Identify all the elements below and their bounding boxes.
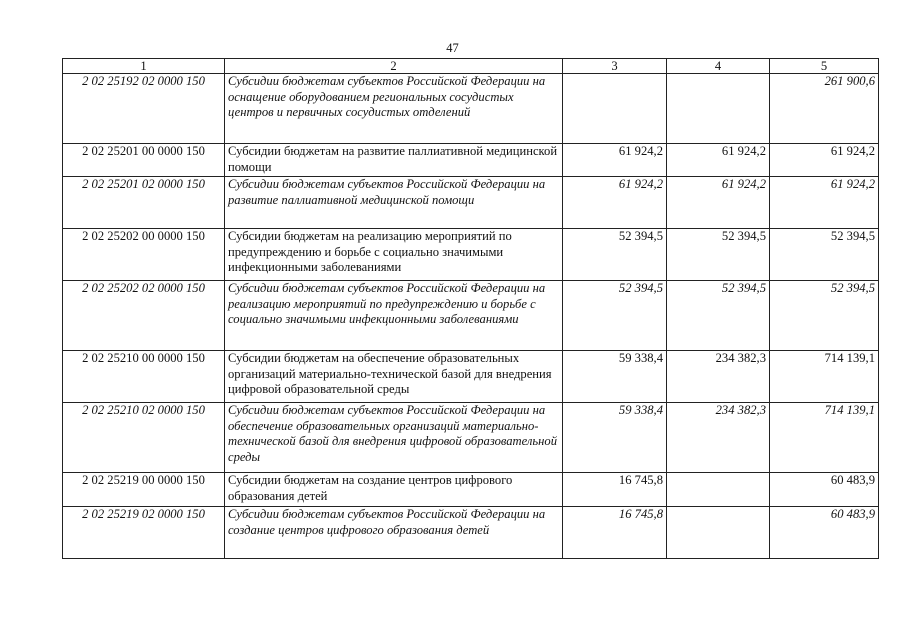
row-description: Субсидии бюджетам субъектов Российской Федерации на обеспечение образовательных организаций материально-технической базой для внедрения цифровой образовательной среды bbox=[225, 403, 563, 473]
row-value-col5: 714 139,1 bbox=[770, 351, 879, 403]
row-description: Субсидии бюджетам субъектов Российской Федерации на реализацию мероприятий по предупреждению и борьбе с социально значимыми инфекционными заболеваниями bbox=[225, 281, 563, 351]
row-value-col5: 52 394,5 bbox=[770, 229, 879, 281]
column-header-4: 4 bbox=[667, 59, 770, 74]
row-code: 2 02 25192 02 0000 150 bbox=[63, 74, 225, 144]
row-code: 2 02 25219 02 0000 150 bbox=[63, 507, 225, 559]
row-value-col4 bbox=[667, 74, 770, 144]
table-row bbox=[63, 281, 879, 351]
row-code: 2 02 25210 02 0000 150 bbox=[63, 403, 225, 473]
row-value-col5: 60 483,9 bbox=[770, 507, 879, 559]
row-value-col5: 61 924,2 bbox=[770, 144, 879, 177]
row-description: Субсидии бюджетам субъектов Российской Федерации на оснащение оборудованием региональных сосудистых центров и первичных сосудистых отделений bbox=[225, 74, 563, 144]
table-row bbox=[63, 144, 879, 177]
row-description: Субсидии бюджетам субъектов Российской Федерации на развитие паллиативной медицинской помощи bbox=[225, 177, 563, 229]
budget-table bbox=[62, 58, 879, 559]
row-value-col3: 16 745,8 bbox=[563, 473, 667, 507]
table-row bbox=[63, 351, 879, 403]
row-value-col4: 52 394,5 bbox=[667, 229, 770, 281]
row-value-col3: 59 338,4 bbox=[563, 351, 667, 403]
column-header-3: 3 bbox=[563, 59, 667, 74]
table-row bbox=[63, 403, 879, 473]
row-description: Субсидии бюджетам на развитие паллиативной медицинской помощи bbox=[225, 144, 563, 177]
row-value-col3: 52 394,5 bbox=[563, 281, 667, 351]
table-row bbox=[63, 74, 879, 144]
row-value-col5: 261 900,6 bbox=[770, 74, 879, 144]
row-code: 2 02 25219 00 0000 150 bbox=[63, 473, 225, 507]
row-value-col4: 234 382,3 bbox=[667, 351, 770, 403]
header-row bbox=[63, 59, 879, 74]
row-description: Субсидии бюджетам на обеспечение образовательных организаций материально-технической базой для внедрения цифровой образовательной среды bbox=[225, 351, 563, 403]
row-value-col3 bbox=[563, 74, 667, 144]
row-value-col3: 61 924,2 bbox=[563, 144, 667, 177]
column-header-1: 1 bbox=[63, 59, 225, 74]
row-value-col4: 61 924,2 bbox=[667, 144, 770, 177]
row-code: 2 02 25202 02 0000 150 bbox=[63, 281, 225, 351]
row-value-col4 bbox=[667, 473, 770, 507]
row-code: 2 02 25202 00 0000 150 bbox=[63, 229, 225, 281]
row-value-col3: 16 745,8 bbox=[563, 507, 667, 559]
row-value-col4: 52 394,5 bbox=[667, 281, 770, 351]
row-value-col3: 52 394,5 bbox=[563, 229, 667, 281]
row-value-col5: 60 483,9 bbox=[770, 473, 879, 507]
row-value-col4: 61 924,2 bbox=[667, 177, 770, 229]
table-body bbox=[63, 74, 879, 559]
column-header-5: 5 bbox=[770, 59, 879, 74]
row-value-col5: 61 924,2 bbox=[770, 177, 879, 229]
table-row bbox=[63, 473, 879, 507]
row-value-col5: 52 394,5 bbox=[770, 281, 879, 351]
row-description: Субсидии бюджетам на создание центров цифрового образования детей bbox=[225, 473, 563, 507]
table-header bbox=[63, 59, 879, 74]
row-code: 2 02 25201 02 0000 150 bbox=[63, 177, 225, 229]
table-row bbox=[63, 177, 879, 229]
table-row bbox=[63, 229, 879, 281]
row-description: Субсидии бюджетам на реализацию мероприятий по предупреждению и борьбе с социально значимыми инфекционными заболеваниями bbox=[225, 229, 563, 281]
row-code: 2 02 25210 00 0000 150 bbox=[63, 351, 225, 403]
row-value-col3: 59 338,4 bbox=[563, 403, 667, 473]
row-code: 2 02 25201 00 0000 150 bbox=[63, 144, 225, 177]
row-description: Субсидии бюджетам субъектов Российской Федерации на создание центров цифрового образования детей bbox=[225, 507, 563, 559]
row-value-col5: 714 139,1 bbox=[770, 403, 879, 473]
row-value-col4: 234 382,3 bbox=[667, 403, 770, 473]
table-row bbox=[63, 507, 879, 559]
page-number: 47 bbox=[446, 41, 459, 55]
row-value-col4 bbox=[667, 507, 770, 559]
column-header-2: 2 bbox=[225, 59, 563, 74]
row-value-col3: 61 924,2 bbox=[563, 177, 667, 229]
